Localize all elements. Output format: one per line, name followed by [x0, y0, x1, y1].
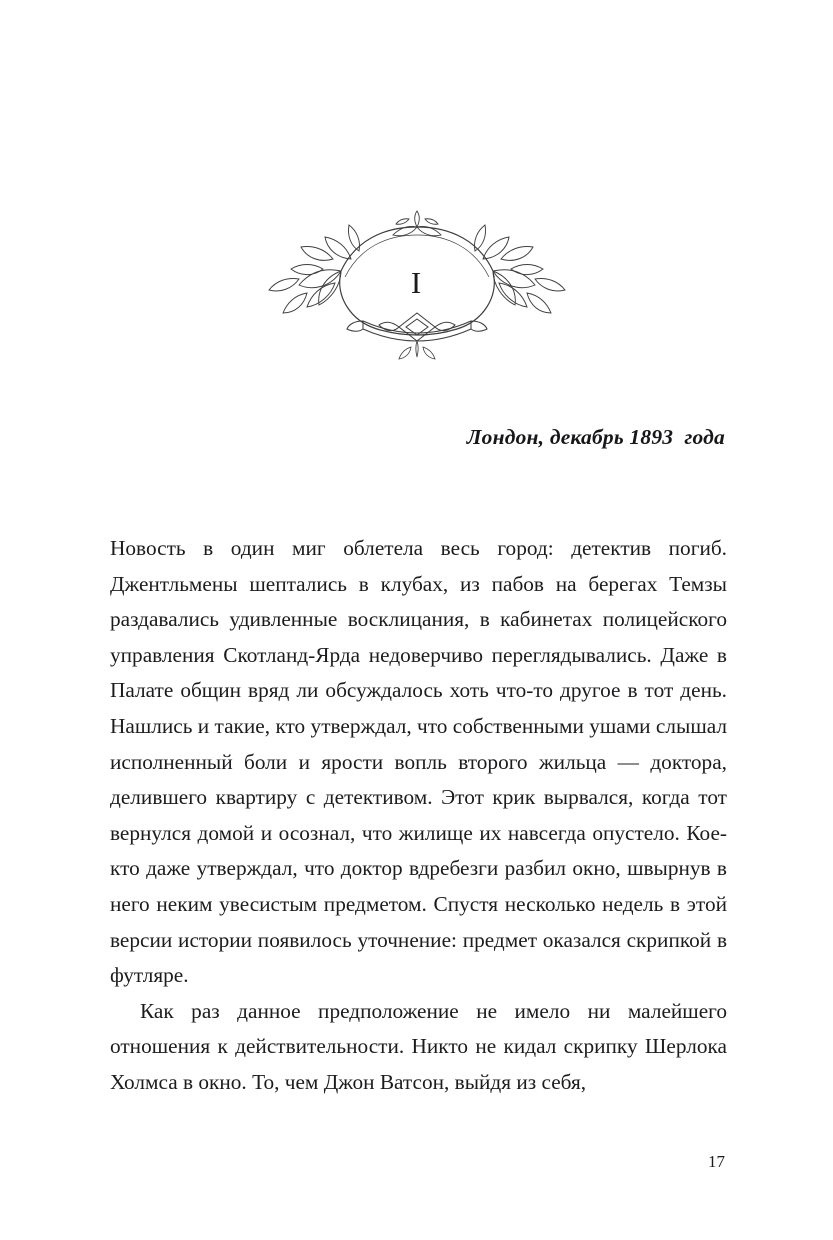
body-text — [110, 531, 727, 1101]
floral-cartouche-ornament-icon — [0, 192, 833, 382]
chapter-number: I — [410, 265, 423, 300]
paragraph-2: Как раз данное предположение не имело ни малейшего отношения к действительности. Никто не кидал скрипку Шерлока Холмса в окно. То, чем Джон Ватсон, выйдя из себя, — [110, 998, 727, 1094]
dateline: Лондон, декабрь 1893 года — [466, 425, 725, 449]
paragraph-1: Новость в один миг облетела весь город: детектив погиб. Джентльмены шептались в клубах, из пабов на берегах Темзы раздавались удивленные восклицания, в кабинетах полицейского управления Скотланд-Ярда недоверчиво переглядывались. Даже в Палате общин вряд ли обсуждалось хоть что-то другое в тот день. Нашлись и такие, кто утверждал, что собственными ушами слышал исполненный боли и ярости вопль второго жильца — доктора, делившего квартиру с детективом. Этот крик вырвался, когда тот вернулся домой и осознал, что жилище их навсегда опустело. Кое-кто даже утверждал, что доктор вдребезги разбил окно, швырнув в него неким увесистым предметом. Спустя несколько недель в этой версии истории появилось уточнение: предмет оказался скрипкой в футляре. — [110, 536, 727, 988]
page-number: 17 — [708, 1152, 725, 1171]
